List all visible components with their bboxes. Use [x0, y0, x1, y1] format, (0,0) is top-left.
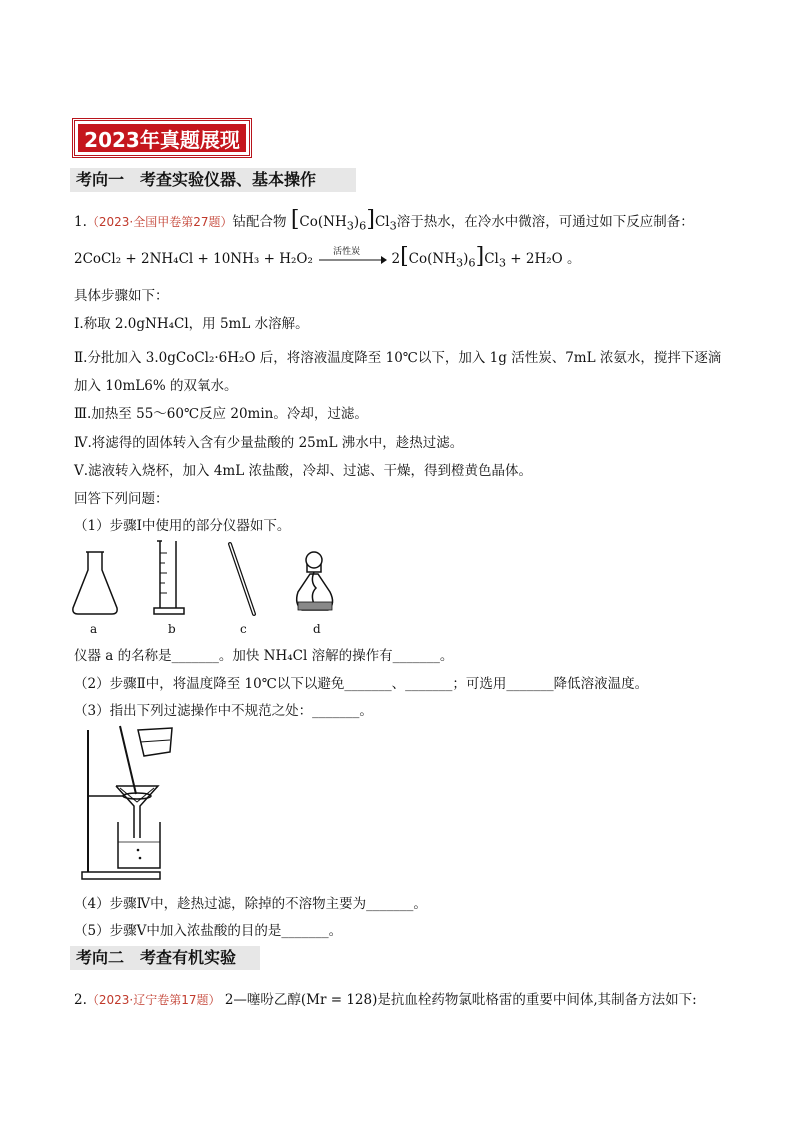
q2-header [74, 988, 697, 1008]
q1-number: 1. [74, 214, 87, 230]
equation-lhs: 2CoCl₂ + 2NH₄Cl + 10NH₃ + H₂O₂ [74, 251, 313, 267]
q1-source: （2023·全国甲卷第27题） [86, 215, 233, 229]
erlenmeyer-flask-icon [70, 548, 120, 618]
glass-rod-icon [224, 540, 264, 620]
banner-title: 2023年真题展现 [78, 124, 246, 152]
steps-title: 具体步骤如下： [74, 288, 169, 304]
q2-text: 2—噻吩乙醇(Mr = 128)是抗血栓药物氯吡格雷的重要中间体,其制备方法如下: [224, 992, 697, 1008]
step-1: Ⅰ.称取 2.0gNH₄Cl，用 5mL 水溶解。 [74, 316, 309, 332]
step-3: Ⅲ.加热至 55～60℃反应 20min。冷却，过滤。 [74, 406, 368, 422]
sub-question-2: （2）步骤Ⅱ中，将温度降至 10℃以下以避免_______、_______；可选用_______降低溶液温度。 [74, 676, 649, 692]
reaction-equation [74, 244, 581, 270]
arrow-icon [317, 252, 387, 268]
sub-question-5: （5）步骤Ⅴ中加入浓盐酸的目的是_______。 [74, 923, 343, 939]
q1-intro-b: 溶于热水，在冷水中微溶，可通过如下反应制备： [396, 214, 694, 230]
equation-rhs-coef: 2 [391, 251, 401, 267]
q1-header [74, 207, 694, 233]
instrument-label-a: a [90, 622, 98, 636]
step-5: Ⅴ.滤液转入烧杯，加入 4mL 浓盐酸，冷却、过滤、干燥，得到橙黄色晶体。 [74, 463, 532, 479]
sub-question-1-q: 仪器 a 的名称是_______。加快 NH₄Cl 溶解的操作有_______。 [74, 648, 454, 664]
graduated-cylinder-icon [152, 538, 192, 618]
q2-source: （2023·辽宁卷第17题） [86, 993, 221, 1007]
section-heading-2: 考向二 考查有机实验 [70, 946, 260, 970]
sub-question-3: （3）指出下列过滤操作中不规范之处：_______。 [74, 703, 373, 719]
section-heading-1: 考向一 考查实验仪器、基本操作 [70, 168, 356, 192]
instrument-label-b: b [168, 622, 176, 636]
alcohol-lamp-icon [288, 548, 344, 618]
equation-rhs-tail: + 2H₂O 。 [506, 251, 581, 267]
step-2b: 加入 10mL6% 的双氧水。 [74, 378, 238, 394]
reaction-arrow [317, 246, 387, 268]
step-2a: Ⅱ.分批加入 3.0gCoCl₂·6H₂O 后，将溶液温度降至 10℃以下，加入 1g 活性炭、7mL 浓氨水，搅拌下逐滴 [74, 350, 722, 366]
filtration-apparatus-icon [80, 722, 190, 882]
sub-question-1: （1）步骤Ⅰ中使用的部分仪器如下。 [74, 518, 291, 534]
complex-formula: $[Co(NH_3)_6]Cl_3$ [290, 207, 397, 233]
instrument-label-d: d [313, 622, 321, 636]
instrument-label-c: c [240, 622, 247, 636]
year-banner [72, 118, 252, 158]
q1-intro-a: 钴配合物 [232, 214, 287, 230]
step-4: Ⅳ.将滤得的固体转入含有少量盐酸的 25mL 沸水中，趁热过滤。 [74, 435, 464, 451]
rhs-complex: $[Co(NH_3)_6]Cl_3$ [400, 244, 507, 270]
sub-question-4: （4）步骤Ⅳ中，趁热过滤，除掉的不溶物主要为_______。 [74, 896, 427, 912]
q2-number: 2. [74, 992, 87, 1008]
catalyst-label: 活性炭 [333, 246, 361, 257]
answer-prompt: 回答下列问题： [74, 491, 169, 507]
